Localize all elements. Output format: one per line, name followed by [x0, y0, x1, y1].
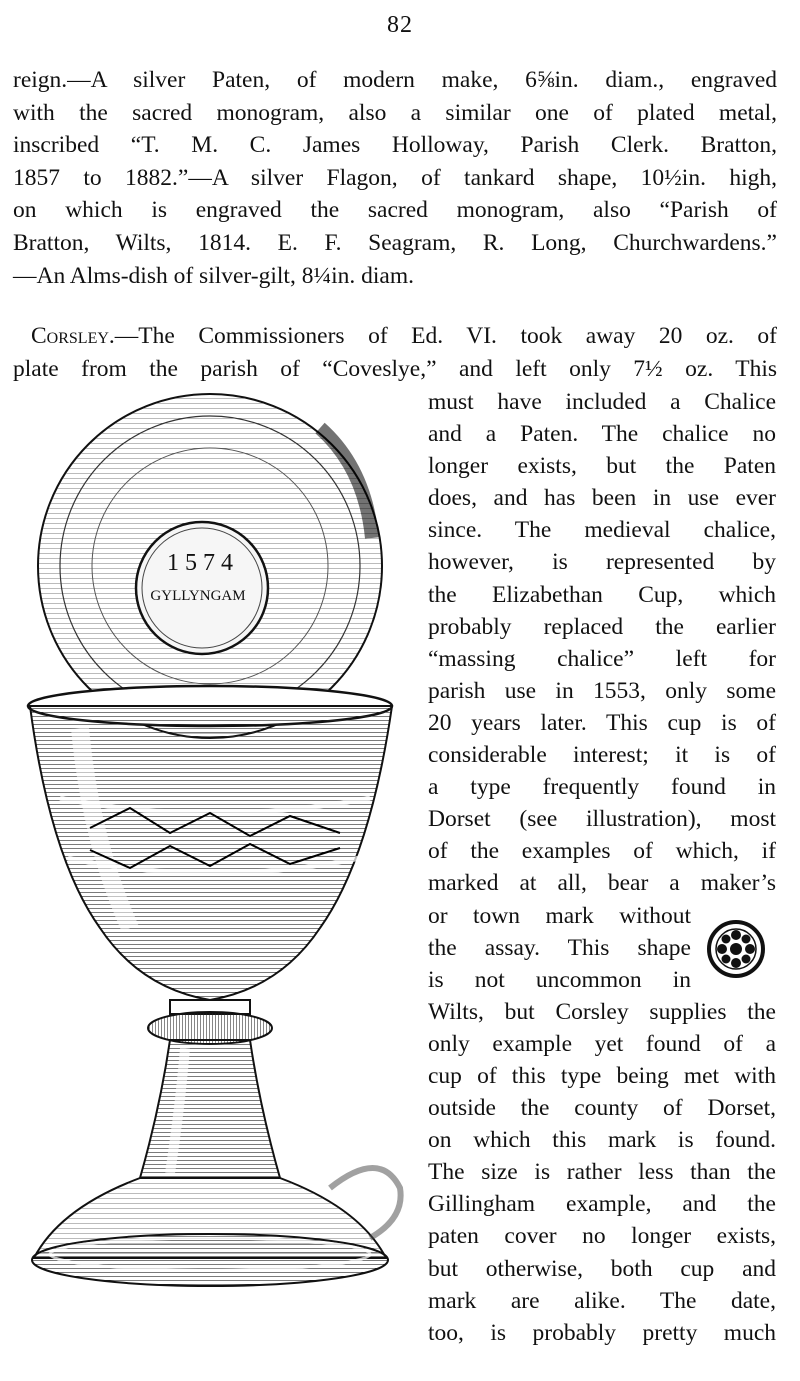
paragraph-corsley — [13, 320, 777, 385]
text-line: or town mark without — [428, 902, 691, 929]
text-line: parish use in 1553, only some — [428, 677, 776, 704]
paragraph-bratton — [13, 64, 777, 292]
text-line: but otherwise, both cup and — [428, 1255, 776, 1282]
text-line: of the examples of which, if — [428, 838, 776, 865]
text-line: since. The medieval chalice, — [428, 517, 776, 544]
text-line: Wilts, but Corsley supplies the — [428, 998, 776, 1025]
text-line: must have included a Chalice — [428, 389, 776, 415]
text-line: only example yet found of a — [428, 1030, 776, 1057]
text-line: the Elizabethan Cup, which — [428, 581, 776, 608]
text-line: Gillingham example, and the — [428, 1191, 776, 1218]
text-line: The size is rather less than the — [428, 1159, 776, 1186]
chalice-illustration — [20, 388, 410, 1308]
text-line: 20 years later. This cup is of — [428, 709, 776, 736]
text-line: Dorset (see illustration), most — [428, 806, 776, 833]
text-line: cup of this type being met with — [428, 1062, 776, 1089]
text-line: with the sacred monogram, also a similar one of plated metal, — [13, 99, 777, 126]
text-line: —An Alms-dish of silver-gilt, 8¼in. diam. — [13, 262, 414, 289]
text-line: and a Paten. The chalice no — [428, 421, 776, 448]
text-line: 1857 to 1882.”—A silver Flagon, of tankard shape, 10½in. high, — [13, 164, 777, 191]
page-number: 82 — [387, 12, 413, 38]
inscription-date: 1 5 7 4 — [167, 550, 233, 576]
text-line: considerable interest; it is of — [428, 742, 776, 769]
text-line: on which this mark is found. — [428, 1127, 776, 1154]
text-line: a type frequently found in — [428, 774, 776, 801]
text-column-right — [428, 386, 776, 1349]
text-line: outside the county of Dorset, — [428, 1095, 776, 1122]
text-line: “massing chalice” left for — [428, 645, 776, 672]
text-fragment: —The Commissioners of Ed. VI. took away 20 oz. of — [114, 323, 777, 349]
inscription-name: GYLLYNGAM — [150, 588, 246, 604]
text-line: longer exists, but the Paten — [428, 453, 776, 480]
text-line: however, is represented by — [428, 549, 776, 576]
text-line: is not uncommon in — [428, 966, 691, 993]
section-heading-corsley: Corsley. — [31, 323, 115, 349]
text-line: probably replaced the earlier — [428, 613, 776, 640]
text-line: on which is engraved the sacred monogram, also “Parish of — [13, 197, 777, 224]
text-line: paten cover no longer exists, — [428, 1223, 776, 1250]
text-line — [13, 320, 777, 353]
text-line: inscribed “T. M. C. James Holloway, Parish Clerk. Bratton, — [13, 132, 777, 159]
text-line: mark are alike. The date, — [428, 1287, 776, 1314]
text-line: Bratton, Wilts, 1814. E. F. Seagram, R. Long, Churchwardens.” — [13, 229, 777, 256]
text-line: the assay. This shape — [428, 934, 691, 961]
text-line: marked at all, bear a maker’s — [428, 870, 776, 897]
text-line: too, is probably pretty much — [428, 1319, 776, 1346]
text-line: plate from the parish of “Coveslye,” and left only 7½ oz. This — [13, 355, 777, 382]
text-line: does, and has been in use ever — [428, 485, 776, 512]
text-line: reign.—A silver Paten, of modern make, 6⅝in. diam., engraved — [13, 67, 777, 93]
